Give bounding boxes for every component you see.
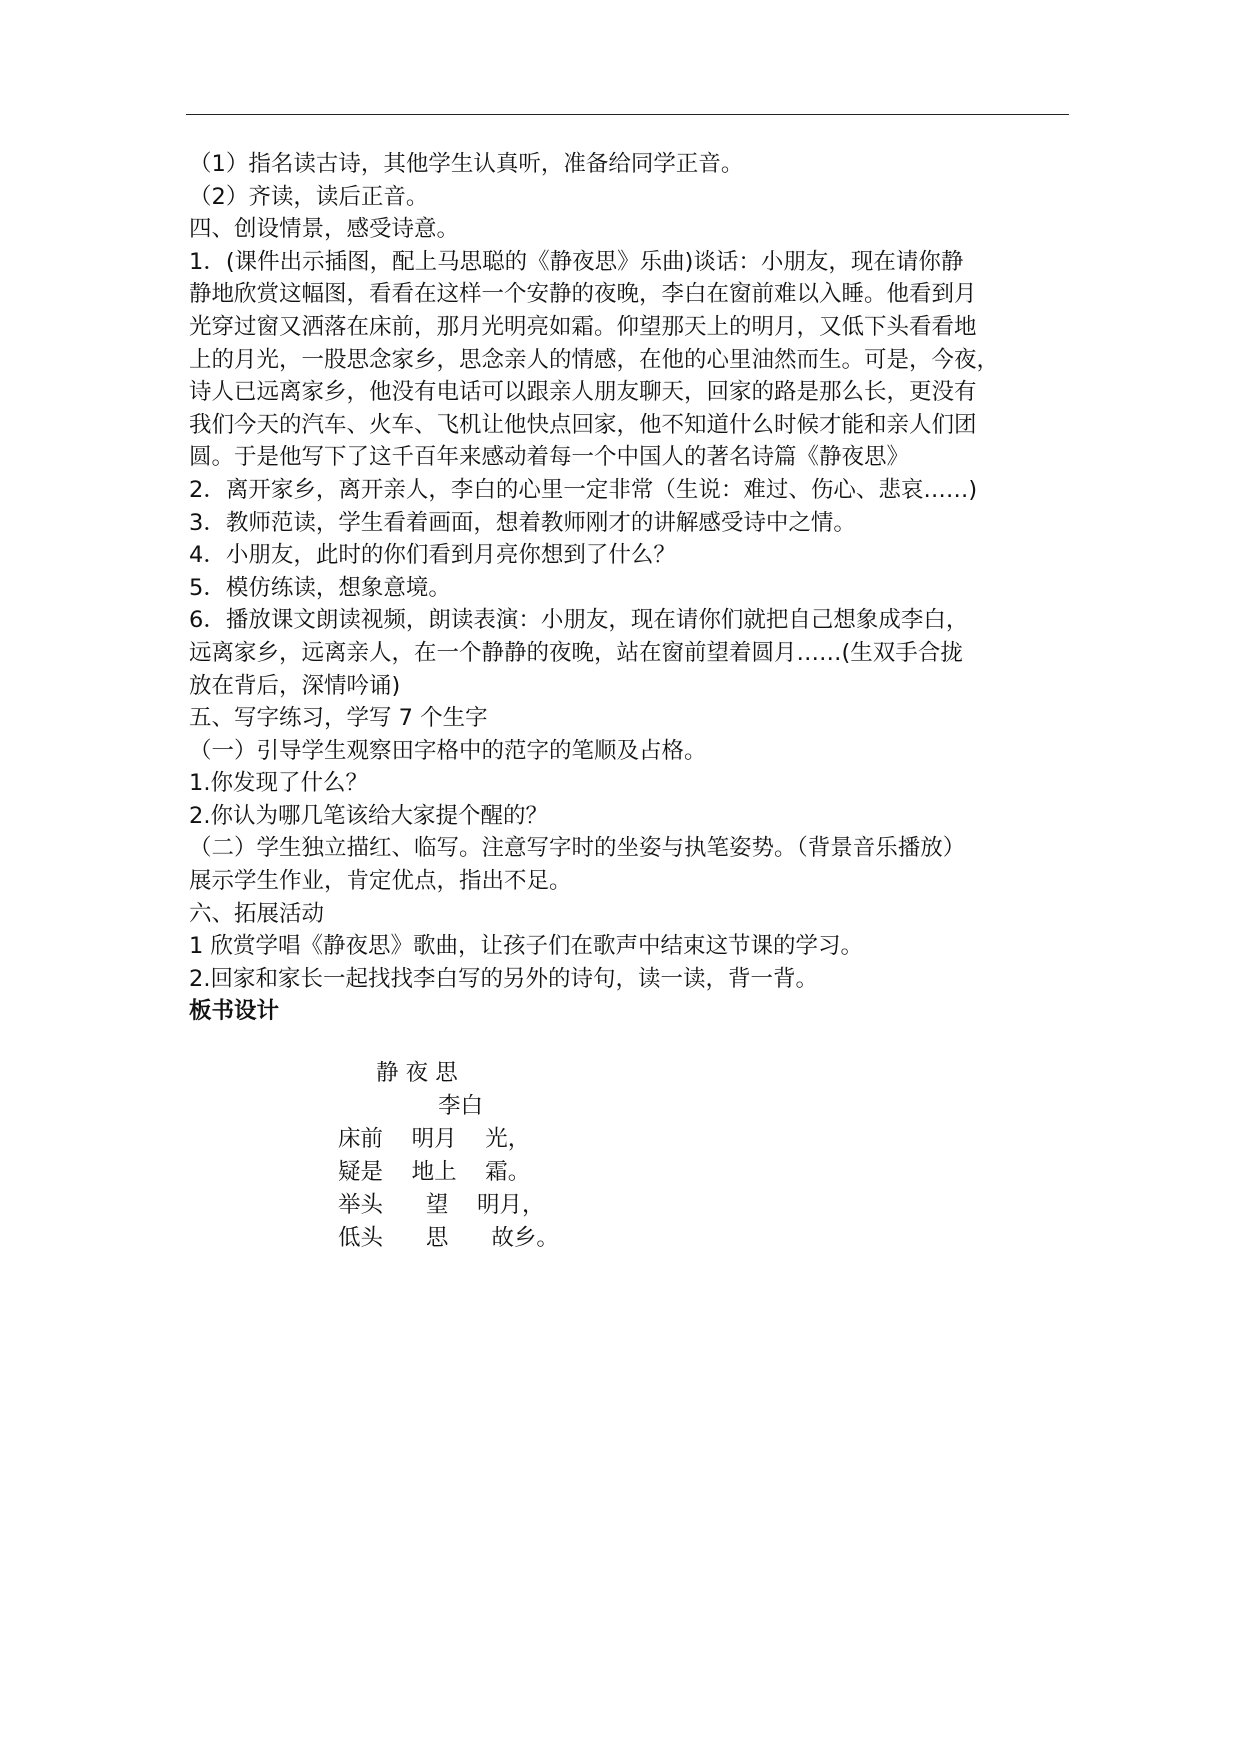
- poem-verse: 床前 明月 光，: [338, 1126, 531, 1152]
- paragraph-line: 2.回家和家长一起找找李白写的另外的诗句，读一读，背一背。: [189, 965, 818, 992]
- paragraph-line: 5．模仿练读，想象意境。: [189, 574, 451, 601]
- paragraph-line: 远离家乡，远离亲人，在一个静静的夜晚，站在窗前望着圆月……(生双手合拢: [189, 639, 963, 666]
- poem-verse: 疑是 地上 霜。: [338, 1159, 531, 1185]
- poem-verse: 举头 望 明月，: [338, 1192, 545, 1218]
- blackboard-design: [338, 1057, 838, 1255]
- paragraph-line: 展示学生作业，肯定优点，指出不足。: [189, 868, 572, 895]
- poem-verse: 低头 思 故乡。: [338, 1225, 559, 1251]
- paragraph-line: （2）齐读，读后正音。: [189, 183, 429, 210]
- paragraph-line: 圆。于是他写下了这千百年来感动着每一个中国人的著名诗篇《静夜思》: [189, 444, 910, 471]
- paragraph-line: 光穿过窗又洒落在床前，那月光明亮如霜。仰望那天上的明月，又低下头看看地: [189, 313, 977, 340]
- paragraph-line: 放在背后，深情吟诵): [189, 672, 401, 699]
- paragraph-line: （一）引导学生观察田字格中的范字的笔顺及占格。: [189, 737, 707, 764]
- paragraph-line: 1.你发现了什么？: [189, 770, 368, 797]
- paragraph-line: 2.你认为哪几笔该给大家提个醒的？: [189, 802, 548, 829]
- poem-author: 李白: [438, 1093, 484, 1119]
- paragraph-line: 1 欣赏学唱《静夜思》歌曲，让孩子们在歌声中结束这节课的学习。: [189, 933, 863, 960]
- section-heading-4: 四、创设情景，感受诗意。: [189, 216, 460, 243]
- paragraph-line: 上的月光，一股思念家乡，思念亲人的情感，在他的心里油然而生。可是，今夜，: [189, 346, 1000, 373]
- board-design-heading: 板书设计: [189, 998, 280, 1025]
- paragraph-line: 我们今天的汽车、火车、飞机让他快点回家，他不知道什么时候才能和亲人们团: [189, 411, 977, 438]
- paragraph-line: （二）学生独立描红、临写。注意写字时的坐姿与执笔姿势。（背景音乐播放）: [189, 835, 966, 862]
- section-heading-6: 六、拓展活动: [189, 900, 325, 927]
- paragraph-line: （1）指名读古诗，其他学生认真听，准备给同学正音。: [189, 151, 744, 177]
- document-body: [189, 148, 1069, 1028]
- header-rule: [186, 114, 1069, 115]
- paragraph-line: 诗人已远离家乡，他没有电话可以跟亲人朋友聊天，回家的路是那么长，更没有: [189, 379, 977, 406]
- paragraph-line: 3．教师范读，学生看着画面，想着教师刚才的讲解感受诗中之情。: [189, 509, 856, 536]
- poem-title: 静 夜 思: [376, 1060, 458, 1086]
- paragraph-line: 1．(课件出示插图，配上马思聪的《静夜思》乐曲)谈话：小朋友，现在请你静: [189, 248, 964, 275]
- paragraph-line: 6．播放课文朗读视频，朗读表演：小朋友，现在请你们就把自己想象成李白，: [189, 607, 969, 634]
- section-heading-5: 五、写字练习，学写 7 个生字: [189, 705, 488, 732]
- paragraph-line: 静地欣赏这幅图，看看在这样一个安静的夜晚，李白在窗前难以入睡。他看到月: [189, 281, 977, 308]
- paragraph-line: 4．小朋友，此时的你们看到月亮你想到了什么？: [189, 542, 676, 569]
- paragraph-line: 2．离开家乡，离开亲人，李白的心里一定非常（生说：难过、伤心、悲哀……): [189, 476, 978, 503]
